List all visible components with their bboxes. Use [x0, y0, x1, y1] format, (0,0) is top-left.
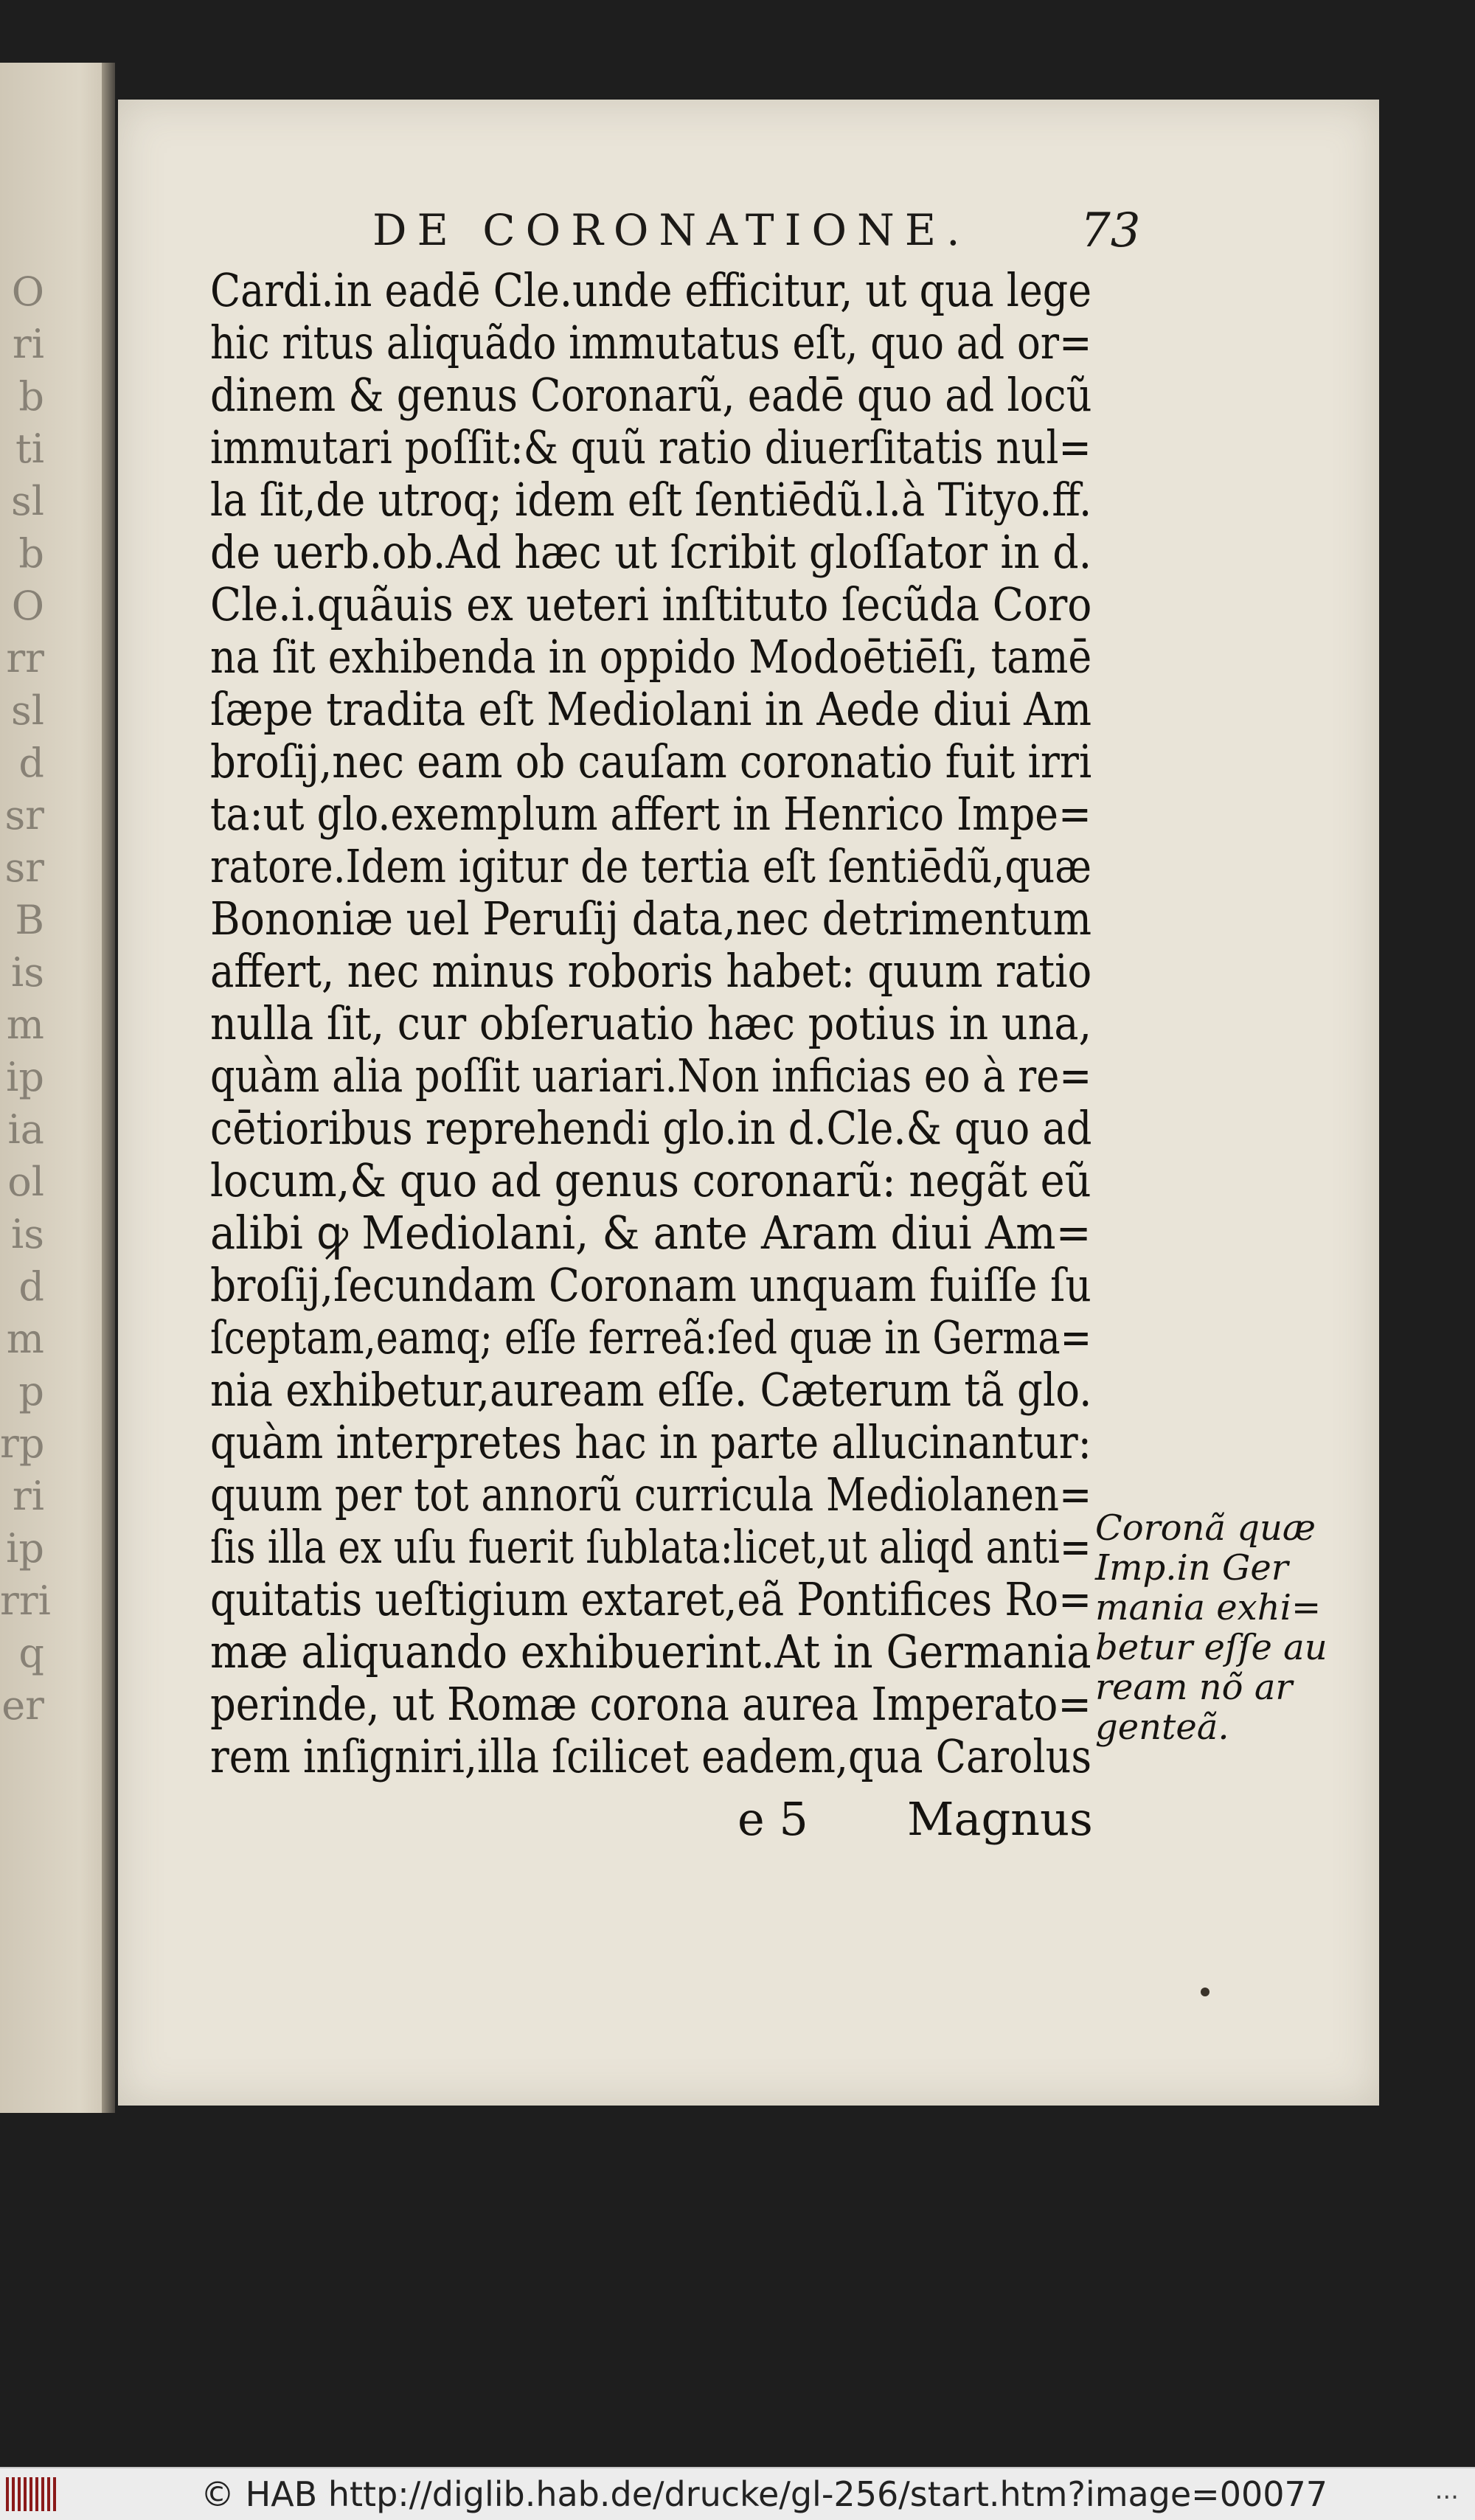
main-text-block: [210, 264, 1092, 1783]
marginal-note: [1095, 1507, 1328, 1748]
text-line: hic ritus aliquãdo immutatus eſt, quo ad or=: [210, 316, 1092, 369]
text-line: de uerb.ob.Ad hæc ut ſcribit gloſſator in d.: [210, 525, 1092, 579]
text-line: quum per tot annorũ curricula Mediolanen=: [210, 1468, 1092, 1521]
signature-mark: e 5: [738, 1792, 808, 1846]
facing-fragment: sl: [11, 478, 44, 524]
text-line: quàm alia poſſit uariari.Non inficias eo à re=: [210, 1049, 1092, 1103]
marginal-line: betur eſſe au: [1095, 1627, 1328, 1668]
copyright-link[interactable]: © HAB http://diglib.hab.de/drucke/gl-256/start.htm?image=00077: [201, 2474, 1328, 2514]
text-line: ta:ut glo.exemplum affert in Henrico Impe=: [210, 787, 1092, 841]
facing-fragment: ip: [6, 1054, 44, 1100]
facing-fragment: ri: [12, 1473, 44, 1519]
facing-fragment: ia: [7, 1106, 44, 1153]
facing-fragment: ol: [7, 1159, 44, 1205]
text-line: ſis illa ex uſu fuerit ſublata:licet,ut aliqd anti=: [210, 1520, 1092, 1574]
marginal-line: genteã.: [1095, 1707, 1229, 1748]
facing-fragment: B: [15, 897, 44, 943]
text-line: locum,& quo ad genus coronarũ: negãt eũ: [210, 1153, 1092, 1207]
text-line: ratore.Idem igitur de tertia eſt ſentiēdũ,quæ: [210, 839, 1092, 893]
text-line: alibi ꝙ Mediolani, & ante Aram diui Am=: [210, 1206, 1092, 1260]
facing-fragment: er: [1, 1682, 44, 1729]
facing-fragment: sr: [4, 844, 44, 891]
facing-fragment: m: [6, 1316, 44, 1362]
marginal-line: mania exhi=: [1095, 1587, 1322, 1628]
text-line: Cle.i.quãuis ex ueteri inſtituto ſecũda Coro: [210, 577, 1092, 631]
page-number: 73: [1080, 204, 1141, 258]
marginal-line: ream nõ ar: [1095, 1667, 1293, 1708]
text-line: dinem & genus Coronarũ, eadē quo ad locũ: [210, 368, 1092, 422]
text-line: Bononiæ uel Peruſij data,nec detrimentum: [210, 892, 1092, 945]
facing-fragment: ri: [12, 321, 44, 367]
catchword: Magnus: [907, 1792, 1093, 1846]
facing-fragment: sr: [4, 792, 44, 839]
facing-fragment: q: [18, 1630, 44, 1676]
facing-fragment: d: [18, 740, 44, 786]
facing-fragment: d: [18, 1263, 44, 1310]
facing-fragment: is: [11, 949, 44, 996]
text-line: affert, nec minus roboris habet: quum ratio: [210, 944, 1092, 998]
facing-fragment: O: [11, 268, 44, 315]
facing-fragment: ip: [6, 1525, 44, 1572]
text-line: broſij,ſecundam Coronam unquam fuiſſe ſu: [210, 1258, 1092, 1312]
facing-fragment: b: [18, 373, 44, 420]
footer-bar: [0, 2467, 1475, 2520]
text-line: quitatis ueſtigium extaret,eã Pontifices Ro=: [210, 1572, 1092, 1626]
text-line: na ſit exhibenda in oppido Modoētiēſi, tamē: [210, 630, 1092, 684]
facing-fragment: rp: [0, 1420, 45, 1467]
text-line: la ſit,de utroq; idem eſt ſentiēdũ.l.à Tityo.ff.: [210, 473, 1092, 527]
text-line: mæ aliquando exhibuerint.At in Germania: [210, 1625, 1092, 1679]
text-line: rem inſigniri,illa ſcilicet eadem,qua Carolus: [210, 1729, 1092, 1783]
text-line: cētioribus reprehendi glo.in d.Cle.& quo ad: [210, 1101, 1092, 1155]
text-line: perinde, ut Romæ corona aurea Imperato=: [210, 1677, 1092, 1731]
text-line: broſij,nec eam ob cauſam coronatio fuit irri: [210, 735, 1092, 788]
facing-fragment: p: [18, 1368, 44, 1415]
hab-logo-icon: [6, 2477, 59, 2511]
more-icon[interactable]: ...: [1434, 2476, 1459, 2505]
facing-fragment: sl: [11, 687, 44, 734]
text-line: ſceptam,eamq; eſſe ferreã:ſed quæ in Germa=: [210, 1311, 1092, 1364]
facing-page-text: [0, 265, 51, 1732]
facing-fragment: b: [18, 530, 44, 577]
text-line: ſæpe tradita eſt Mediolani in Aede diui Am: [210, 682, 1092, 736]
facing-fragment: rr: [6, 635, 44, 681]
facing-fragment: O: [11, 583, 44, 629]
running-title: DE CORONATIONE.: [372, 205, 971, 255]
facing-fragment: is: [11, 1211, 44, 1257]
text-line: immutari poſſit:& quũ ratio diuerſitatis nul=: [210, 420, 1092, 474]
text-line: quàm interpretes hac in parte allucinantur:: [210, 1415, 1092, 1469]
page-gutter: [102, 63, 115, 2113]
marginal-line: Coronã quæ: [1095, 1507, 1316, 1549]
text-line: nulla ſit, cur obſeruatio hæc potius in una,: [210, 996, 1092, 1050]
marginal-line: Imp.in Ger: [1095, 1547, 1288, 1589]
text-line: Cardi.in eadē Cle.unde efficitur, ut qua lege: [210, 263, 1092, 317]
facing-fragment: rri: [0, 1577, 51, 1624]
facing-fragment: m: [6, 1002, 44, 1048]
facing-fragment: ti: [15, 426, 44, 472]
text-line: nia exhibetur,auream eſſe. Cæterum tã glo.: [210, 1363, 1092, 1417]
ink-spot: [1201, 1988, 1210, 1996]
